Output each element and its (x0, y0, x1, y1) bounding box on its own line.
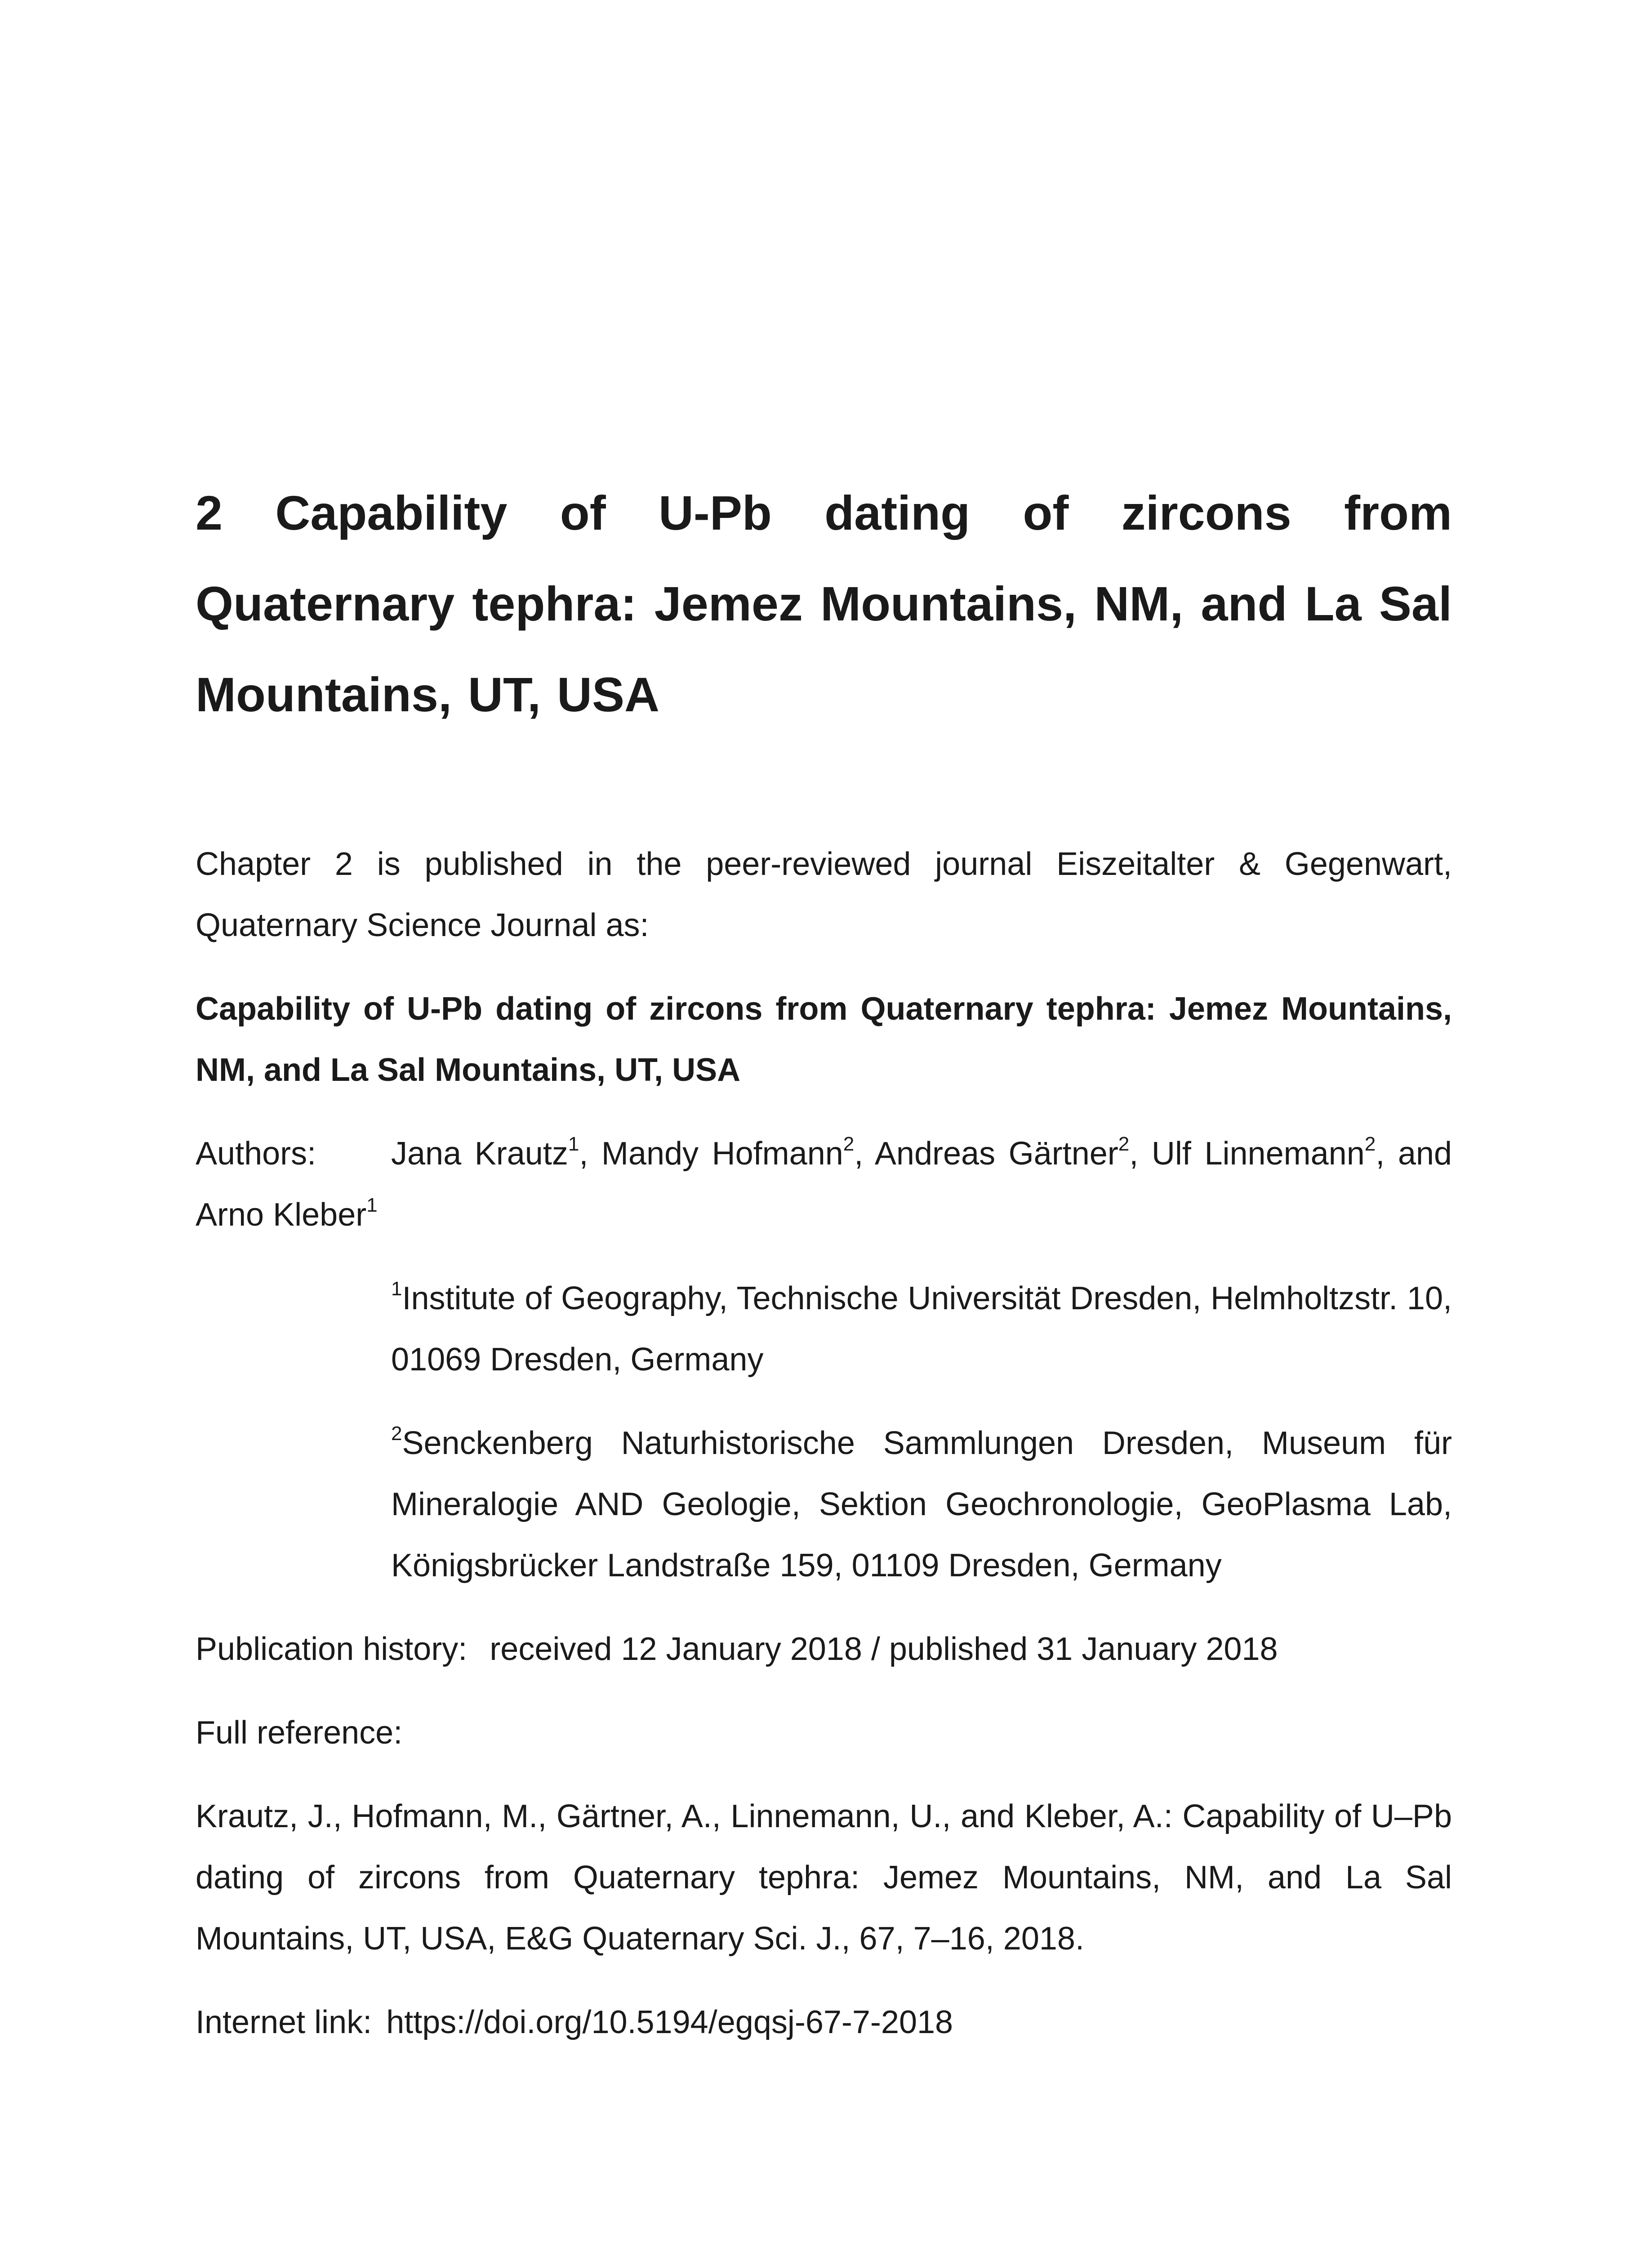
author-separator: , (854, 1136, 875, 1172)
chapter-heading: 2 Capability of U-Pb dating of zircons from Quaternary tephra: Jemez Mountains, NM, and La Sal Mountains, UT, USA (196, 486, 1452, 722)
internet-link-label: Internet link: (196, 2004, 372, 2040)
author-separator: , (1129, 1136, 1152, 1172)
publication-history-label: Publication history: (196, 1631, 468, 1667)
affiliation-2 (391, 1413, 1452, 1596)
article-title: Capability of U-Pb dating of zircons from Quaternary tephra: Jemez Mountains, NM, and La Sal Mountains, UT, USA (196, 991, 1452, 1088)
author-name: Andreas Gärtner (874, 1136, 1118, 1172)
internet-link (196, 1992, 1452, 2053)
publication-history-value: received 12 January 2018 / published 31 January 2018 (490, 1631, 1278, 1667)
author-affiliation-mark: 1 (568, 1133, 579, 1155)
affiliation-number: 2 (391, 1423, 402, 1445)
author-name: Arno Kleber (196, 1197, 367, 1233)
page-content (196, 468, 1452, 2053)
author-name: Ulf Linnemann (1151, 1136, 1365, 1172)
affiliation-text: Institute of Geography, Technische Universität Dresden, Helmholtzstr. 10, 01069 Dresden, Germany (391, 1280, 1452, 1378)
doi-link[interactable]: https://doi.org/10.5194/egqsj-67-7-2018 (386, 2004, 953, 2040)
author-affiliation-mark: 2 (1364, 1133, 1376, 1155)
full-reference: Krautz, J., Hofmann, M., Gärtner, A., Linnemann, U., and Kleber, A.: Capability of U–Pb dating of zircons from Quaternary tephra: Jemez Mountains, NM, and La Sal Mountains, UT, USA, E&G Quaternary Sci. J., 67, 7–16, 2018. (196, 1798, 1452, 1957)
affiliation-text: Senckenberg Naturhistorische Sammlungen Dresden, Museum für Mineralogie AND Geologie, Sektion Geochronologie, GeoPlasma Lab, Königsbrücker Landstraße 159, 01109 Dresden, Germany (391, 1425, 1452, 1583)
author-affiliation-mark: 2 (1118, 1133, 1130, 1155)
authors-label: Authors: (196, 1136, 316, 1172)
authors-line (196, 1123, 1452, 1245)
author-name: Mandy Hofmann (601, 1136, 843, 1172)
author-affiliation-mark: 1 (366, 1194, 378, 1216)
author-name: Jana Krautz (391, 1136, 568, 1172)
publication-history (196, 1619, 1452, 1680)
author-separator: , and (1376, 1136, 1452, 1172)
affiliation-1 (391, 1268, 1452, 1390)
affiliation-number: 1 (391, 1278, 402, 1300)
author-affiliation-mark: 2 (843, 1133, 855, 1155)
intro-paragraph: Chapter 2 is published in the peer-reviewed journal Eiszeitalter & Gegenwart, Quaternary Science Journal as: (196, 846, 1452, 943)
author-separator: , (579, 1136, 601, 1172)
full-reference-label: Full reference: (196, 1715, 403, 1751)
